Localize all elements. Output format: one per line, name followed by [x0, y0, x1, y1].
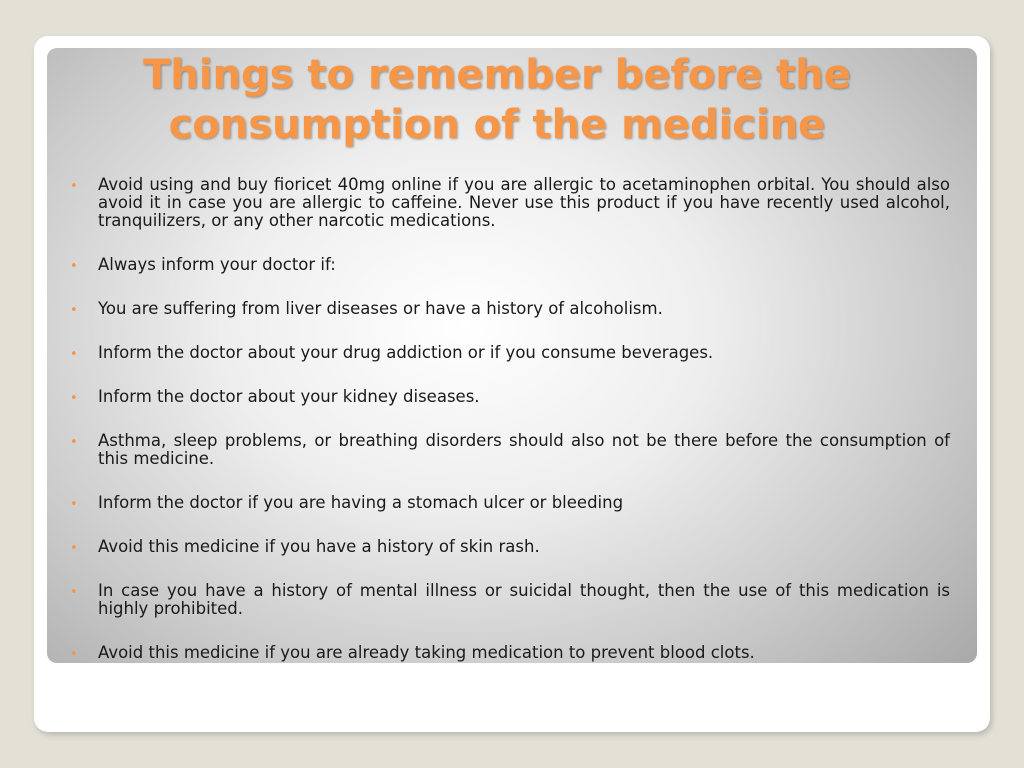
bullet-dot-icon: •: [70, 647, 78, 662]
list-item-text: Avoid this medicine if you are already taking medication to prevent blood clots.: [98, 643, 755, 662]
list-item: [70, 344, 950, 362]
bullet-dot-icon: •: [70, 541, 78, 556]
bullet-dot-icon: •: [70, 347, 78, 362]
list-item-text: You are suffering from liver diseases or have a history of alcoholism.: [98, 299, 663, 318]
bullet-dot-icon: •: [70, 391, 78, 406]
list-item-text: Inform the doctor about your kidney diseases.: [98, 387, 480, 406]
list-item: [70, 256, 950, 274]
list-item-text: Avoid this medicine if you have a history of skin rash.: [98, 537, 540, 556]
bullet-dot-icon: •: [70, 259, 78, 274]
list-item-text: Avoid using and buy fioricet 40mg online if you are allergic to acetaminophen orbital. You should also avoid it in case you are allergic to caffeine. Never use this product if you have recently used alcohol, tranquilizers, or any other narcotic medications.: [98, 175, 950, 230]
bullet-dot-icon: •: [70, 435, 78, 450]
list-item: [70, 582, 950, 618]
list-item: [70, 176, 950, 230]
list-item-text: Inform the doctor about your drug addiction or if you consume beverages.: [98, 343, 714, 362]
slide-title: Things to remember before the consumption of the medicine: [143, 52, 851, 148]
list-item-text: Always inform your doctor if:: [98, 255, 336, 274]
bullet-dot-icon: •: [70, 585, 78, 600]
bullet-dot-icon: •: [70, 179, 78, 194]
list-item-text: Asthma, sleep problems, or breathing disorders should also not be there before the consumption of this medicine.: [98, 431, 950, 468]
list-item: [70, 300, 950, 318]
bullet-dot-icon: •: [70, 303, 78, 318]
list-item-text: In case you have a history of mental illness or suicidal thought, then the use of this medication is highly prohibited.: [98, 581, 950, 618]
list-item: [70, 644, 950, 662]
list-item: [70, 538, 950, 556]
list-item: [70, 388, 950, 406]
list-item: [70, 432, 950, 468]
bullet-list: [70, 176, 950, 688]
list-item-text: Inform the doctor if you are having a stomach ulcer or bleeding: [98, 493, 624, 512]
bullet-dot-icon: •: [70, 497, 78, 512]
list-item: [70, 494, 950, 512]
